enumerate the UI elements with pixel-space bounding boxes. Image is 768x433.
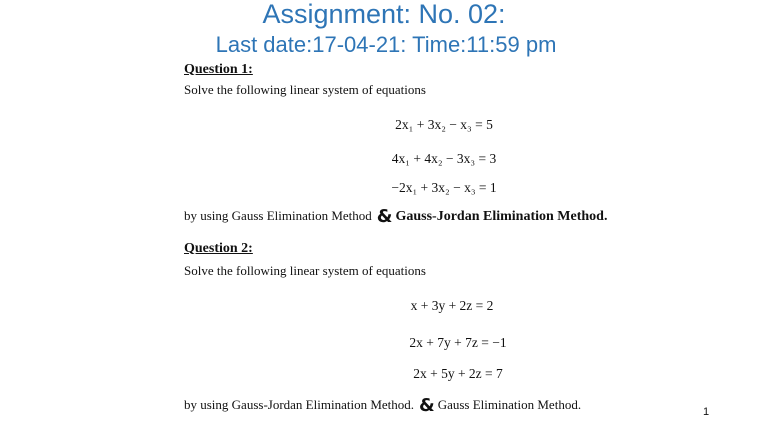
method-prefix: by using Gauss-Jordan Elimination Method. [184, 397, 415, 412]
equation-text: 2x + 7y + 7z = −1 [409, 335, 507, 350]
method-prefix: by using Gauss Elimination Method [184, 208, 372, 223]
equation-text: −2x₁ + 3x₂ − x₃ = 1 [391, 180, 497, 195]
method-suffix: Gauss-Jordan Elimination Method. [395, 209, 608, 224]
slide-title: Assignment: No. 02: [262, 0, 506, 29]
equation-text: 2x₁ + 3x₂ − x₃ = 5 [395, 117, 493, 132]
question-1-equation-2 [60, 151, 768, 167]
question-2-heading: Question 2: [184, 241, 253, 256]
page-number: 1 [703, 406, 710, 418]
method-suffix: Gauss Elimination Method. [437, 397, 582, 412]
equation-text: x + 3y + 2z = 2 [410, 298, 494, 313]
question-1-equation-3 [60, 180, 768, 196]
equation-text: 2x + 5y + 2z = 7 [413, 366, 503, 381]
ampersand-icon: & [376, 206, 393, 227]
question-1-heading: Question 1: [184, 62, 253, 77]
ampersand-icon: & [419, 395, 435, 416]
question-1-method-line [184, 207, 607, 226]
question-2-equation-1 [68, 298, 768, 314]
question-2-prompt: Solve the following linear system of equations [184, 263, 426, 278]
question-1-equation-1 [60, 117, 768, 133]
question-2-method-line [184, 396, 581, 414]
slide-subtitle: Last date:17-04-21: Time:11:59 pm [215, 32, 557, 57]
question-2-equation-2 [74, 335, 768, 351]
question-1-prompt: Solve the following linear system of equations [184, 82, 426, 97]
question-2-equation-3 [74, 366, 768, 382]
equation-text: 4x₁ + 4x₂ − 3x₃ = 3 [391, 151, 497, 166]
